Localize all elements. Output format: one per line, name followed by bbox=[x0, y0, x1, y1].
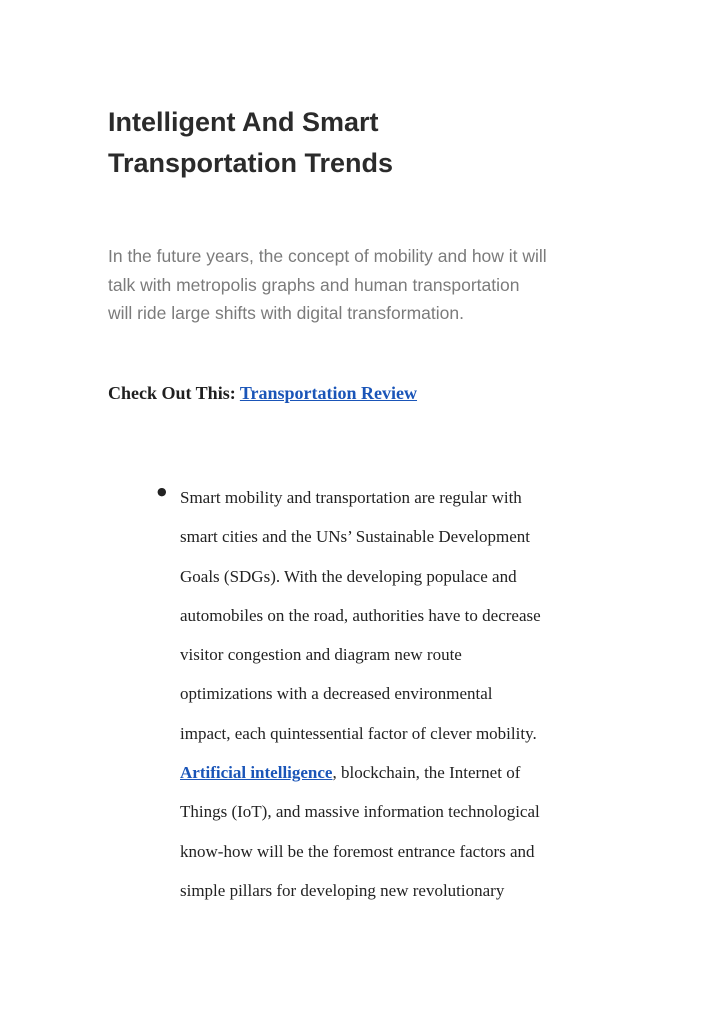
bullet-line: smart cities and the UNs’ Sustainable Development bbox=[180, 527, 530, 547]
bullet-line: know-how will be the foremost entrance factors and bbox=[180, 841, 535, 861]
bullet-line: Goals (SDGs). With the developing populace and bbox=[180, 566, 517, 586]
transportation-review-link[interactable]: Transportation Review bbox=[239, 383, 418, 403]
artificial-intelligence-link[interactable]: Artificial intelligence bbox=[180, 763, 333, 783]
bullet-line: simple pillars for developing new revolutionary bbox=[180, 880, 505, 900]
bullet-link-line-rest: , blockchain, the Internet of bbox=[332, 763, 521, 783]
bullet-line: visitor congestion and diagram new route bbox=[180, 645, 462, 665]
bullet-line: optimizations with a decreased environmental bbox=[180, 684, 493, 704]
intro-paragraph bbox=[108, 242, 628, 328]
bullet-line: automobiles on the road, authorities have to decrease bbox=[180, 605, 541, 625]
bullet-line: Things (IoT), and massive information technological bbox=[180, 802, 540, 822]
title-line-2: Transportation Trends bbox=[108, 148, 394, 178]
intro-line-3: will ride large shifts with digital transformation. bbox=[108, 303, 464, 323]
title-line-1: Intelligent And Smart bbox=[108, 107, 379, 137]
page-title bbox=[108, 102, 628, 184]
bullet-text bbox=[180, 478, 640, 910]
bullet-line: Smart mobility and transportation are regular with bbox=[180, 488, 522, 507]
bullet-link-line bbox=[180, 753, 640, 792]
bullet-line: impact, each quintessential factor of clever mobility. bbox=[180, 723, 537, 743]
checkout-prefix: Check Out This: bbox=[108, 383, 240, 403]
bullet-marker: ● bbox=[157, 485, 167, 498]
intro-line-2: talk with metropolis graphs and human transportation bbox=[108, 274, 520, 295]
intro-line-1: In the future years, the concept of mobility and how it will bbox=[108, 246, 547, 266]
checkout-line bbox=[108, 380, 417, 406]
